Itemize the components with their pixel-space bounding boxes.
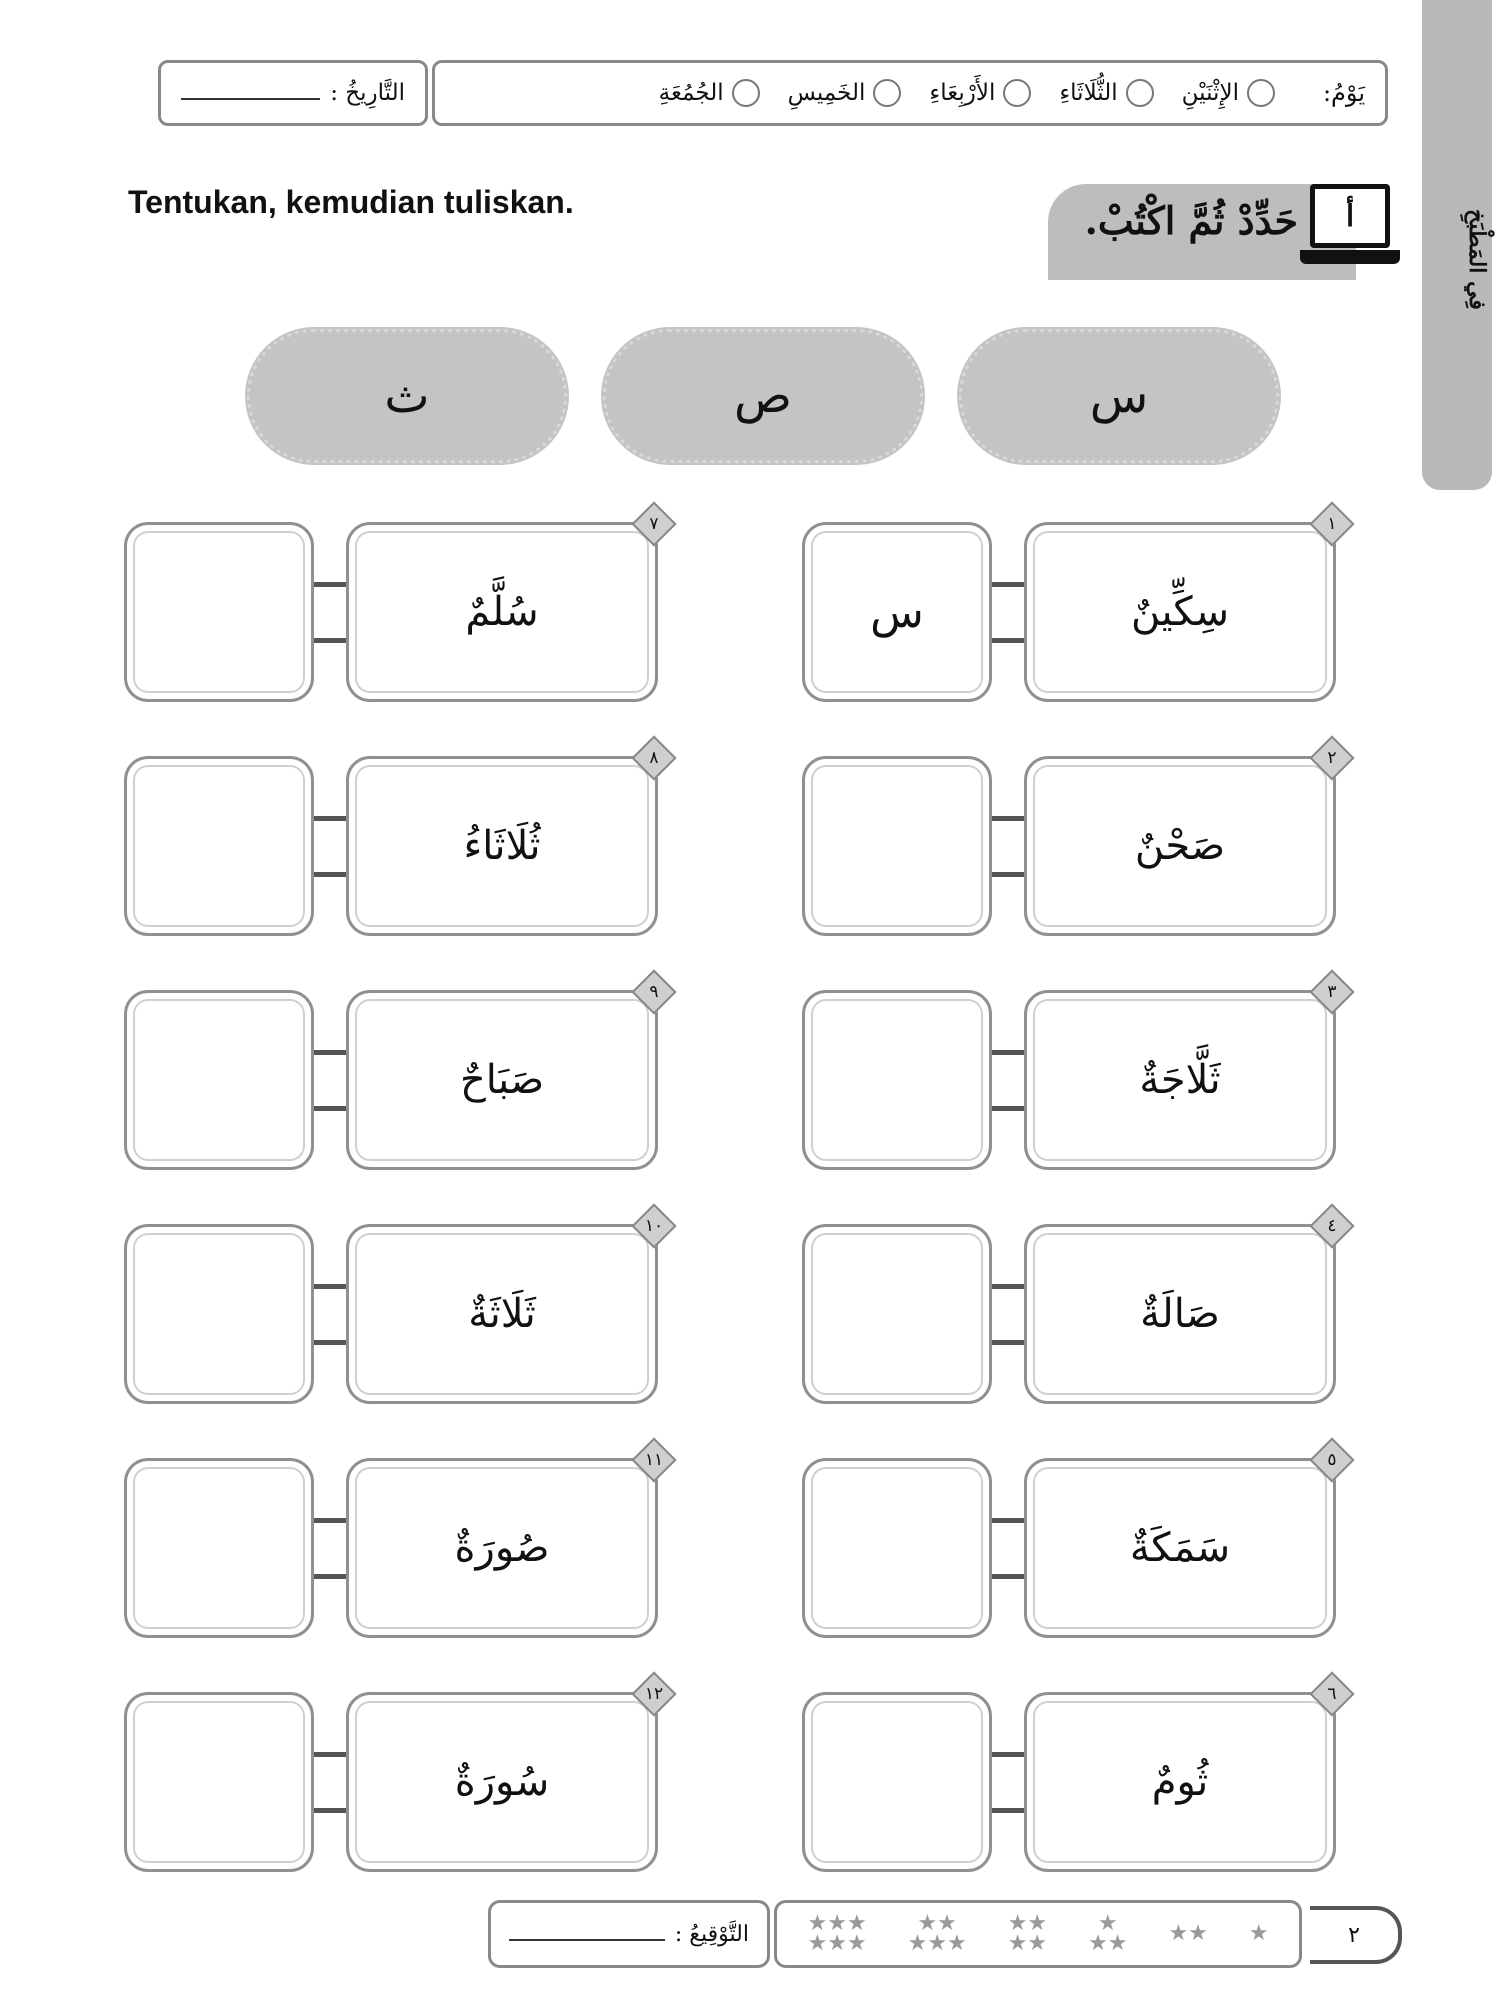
day-option-label: الثُّلَاثَاءِ xyxy=(1059,80,1118,106)
connector-line xyxy=(314,1340,346,1345)
exercise-item xyxy=(124,514,669,702)
exercise-item xyxy=(124,982,669,1170)
item-number: ٢ xyxy=(1327,748,1337,768)
word-box: ثَلَّاجَةٌ xyxy=(1024,990,1336,1170)
exercise-item xyxy=(124,748,669,936)
answer-box[interactable] xyxy=(124,756,314,936)
word-box: صَبَاحٌ xyxy=(346,990,658,1170)
answer-box[interactable] xyxy=(802,756,992,936)
star-rating-2[interactable] xyxy=(1168,1921,1208,1946)
day-option-tuesday[interactable] xyxy=(1059,79,1153,107)
item-number-badge xyxy=(1312,504,1352,544)
item-number-badge xyxy=(634,1440,674,1480)
item-number: ٤ xyxy=(1327,1216,1337,1236)
day-option-wednesday[interactable] xyxy=(929,79,1031,107)
day-label: يَوْمُ: xyxy=(1322,79,1365,107)
answer-box[interactable] xyxy=(802,1692,992,1872)
answer-box[interactable] xyxy=(124,1224,314,1404)
page-number: ٢ xyxy=(1310,1906,1402,1964)
instruction-arabic: حَدِّدْ ثُمَّ اكْتُبْ. xyxy=(1084,198,1298,243)
connector-line xyxy=(992,1284,1024,1289)
date-write-line[interactable] xyxy=(181,86,320,100)
day-radio[interactable] xyxy=(1126,79,1154,107)
day-option-label: الإِثْنَيْنِ xyxy=(1181,80,1239,106)
item-number-badge xyxy=(1312,1440,1352,1480)
star-rating-6[interactable] xyxy=(807,1911,867,1956)
day-radio[interactable] xyxy=(1003,79,1031,107)
star-icon: ★★★ xyxy=(807,1931,867,1956)
connector-line xyxy=(992,872,1024,877)
item-number: ١٠ xyxy=(644,1216,664,1236)
exercise-item xyxy=(802,1684,1347,1872)
connector-line xyxy=(314,1284,346,1289)
word-box: صَحْنٌ xyxy=(1024,756,1336,936)
day-radio[interactable] xyxy=(1247,79,1275,107)
connector-line xyxy=(992,638,1024,643)
exercise-item xyxy=(802,1450,1347,1638)
connector-line xyxy=(314,816,346,821)
letter-pill: ص xyxy=(602,328,924,464)
item-number: ١ xyxy=(1327,514,1337,534)
exercise-item xyxy=(802,514,1347,702)
item-number-badge xyxy=(634,1206,674,1246)
star-rating-5[interactable] xyxy=(907,1911,967,1956)
connector-line xyxy=(314,1574,346,1579)
day-selector xyxy=(432,60,1388,126)
section-marker: أ xyxy=(1310,184,1390,248)
signature-write-line[interactable] xyxy=(509,1927,665,1941)
star-icon: ★★ xyxy=(917,1911,957,1936)
item-number-badge xyxy=(1312,738,1352,778)
connector-line xyxy=(992,1518,1024,1523)
exercise-item xyxy=(124,1450,669,1638)
item-number: ٥ xyxy=(1327,1450,1337,1470)
connector-line xyxy=(992,1752,1024,1757)
star-icon: ★ xyxy=(1097,1911,1118,1936)
day-radio[interactable] xyxy=(873,79,901,107)
answer-box[interactable] xyxy=(124,990,314,1170)
exercise-item xyxy=(802,982,1347,1170)
connector-line xyxy=(992,582,1024,587)
chapter-title: فِي المَطْبَخِ xyxy=(1464,209,1490,310)
word-box: صُورَةٌ xyxy=(346,1458,658,1638)
star-rating-3[interactable] xyxy=(1088,1911,1128,1956)
star-icon: ★★★ xyxy=(907,1931,967,1956)
signature-field[interactable] xyxy=(488,1900,770,1968)
letter-pill: س xyxy=(958,328,1280,464)
word-box: سَمَكَةٌ xyxy=(1024,1458,1336,1638)
answer-box[interactable] xyxy=(124,1692,314,1872)
answer-box[interactable] xyxy=(802,1224,992,1404)
connector-line xyxy=(314,1808,346,1813)
day-option-friday[interactable] xyxy=(659,79,760,107)
connector-line xyxy=(314,582,346,587)
item-number-badge xyxy=(1312,972,1352,1012)
item-number-badge xyxy=(634,972,674,1012)
exercise-item xyxy=(124,1684,669,1872)
chapter-side-tab xyxy=(1422,0,1492,490)
connector-line xyxy=(992,1106,1024,1111)
connector-line xyxy=(314,1752,346,1757)
answer-box[interactable] xyxy=(124,1458,314,1638)
day-option-label: الجُمُعَةِ xyxy=(658,80,724,106)
star-icon: ★★★ xyxy=(807,1911,867,1936)
connector-line xyxy=(992,816,1024,821)
day-option-label: الخَمِيسِ xyxy=(787,80,866,106)
date-field[interactable] xyxy=(158,60,428,126)
letter-pill: ث xyxy=(246,328,568,464)
star-rating-4[interactable] xyxy=(1007,1911,1048,1956)
connector-line xyxy=(992,1340,1024,1345)
day-option-thursday[interactable] xyxy=(788,79,902,107)
word-box: سِكِّينٌ xyxy=(1024,522,1336,702)
word-box: صَالَةٌ xyxy=(1024,1224,1336,1404)
star-icon: ★★ xyxy=(1007,1931,1048,1956)
item-number: ٦ xyxy=(1327,1684,1337,1704)
word-box: ثَلَاثَةٌ xyxy=(346,1224,658,1404)
item-number: ٣ xyxy=(1327,982,1337,1002)
rating-stars xyxy=(774,1900,1302,1968)
star-icon: ★★ xyxy=(1168,1921,1208,1946)
exercise-item xyxy=(124,1216,669,1404)
star-icon: ★★ xyxy=(1088,1931,1128,1956)
item-number: ١٢ xyxy=(644,1684,664,1704)
connector-line xyxy=(992,1808,1024,1813)
item-number-badge xyxy=(1312,1206,1352,1246)
star-icon: ★★ xyxy=(1007,1911,1048,1936)
connector-line xyxy=(992,1574,1024,1579)
connector-line xyxy=(314,1518,346,1523)
word-box: ثُلَاثَاءُ xyxy=(346,756,658,936)
connector-line xyxy=(314,1106,346,1111)
word-box: ثُومٌ xyxy=(1024,1692,1336,1872)
item-number-badge xyxy=(634,738,674,778)
item-number-badge xyxy=(1312,1674,1352,1714)
exercise-item xyxy=(802,748,1347,936)
date-label: التَّارِيخُ : xyxy=(330,80,405,106)
item-number-badge xyxy=(634,504,674,544)
connector-line xyxy=(314,638,346,643)
day-option-monday[interactable] xyxy=(1182,79,1275,107)
item-number: ٧ xyxy=(649,514,659,534)
day-radio[interactable] xyxy=(732,79,760,107)
answer-box[interactable] xyxy=(802,990,992,1170)
word-box: سُلَّمٌ xyxy=(346,522,658,702)
connector-line xyxy=(314,872,346,877)
laptop-icon xyxy=(1300,184,1400,276)
instruction-latin: Tentukan, kemudian tuliskan. xyxy=(128,184,574,220)
answer-box[interactable]: س xyxy=(802,522,992,702)
signature-label: التَّوْقِيعُ : xyxy=(674,1921,749,1947)
item-number: ٩ xyxy=(649,982,659,1002)
exercise-item xyxy=(802,1216,1347,1404)
laptop-base xyxy=(1300,250,1400,264)
answer-box[interactable] xyxy=(124,522,314,702)
item-number-badge xyxy=(634,1674,674,1714)
item-number: ١١ xyxy=(644,1450,664,1470)
connector-line xyxy=(992,1050,1024,1055)
answer-box[interactable] xyxy=(802,1458,992,1638)
item-number: ٨ xyxy=(649,748,659,768)
star-rating-1[interactable] xyxy=(1248,1921,1269,1946)
word-box: سُورَةٌ xyxy=(346,1692,658,1872)
connector-line xyxy=(314,1050,346,1055)
day-option-label: الأَرْبِعَاءِ xyxy=(929,80,996,106)
star-icon: ★ xyxy=(1248,1921,1269,1946)
